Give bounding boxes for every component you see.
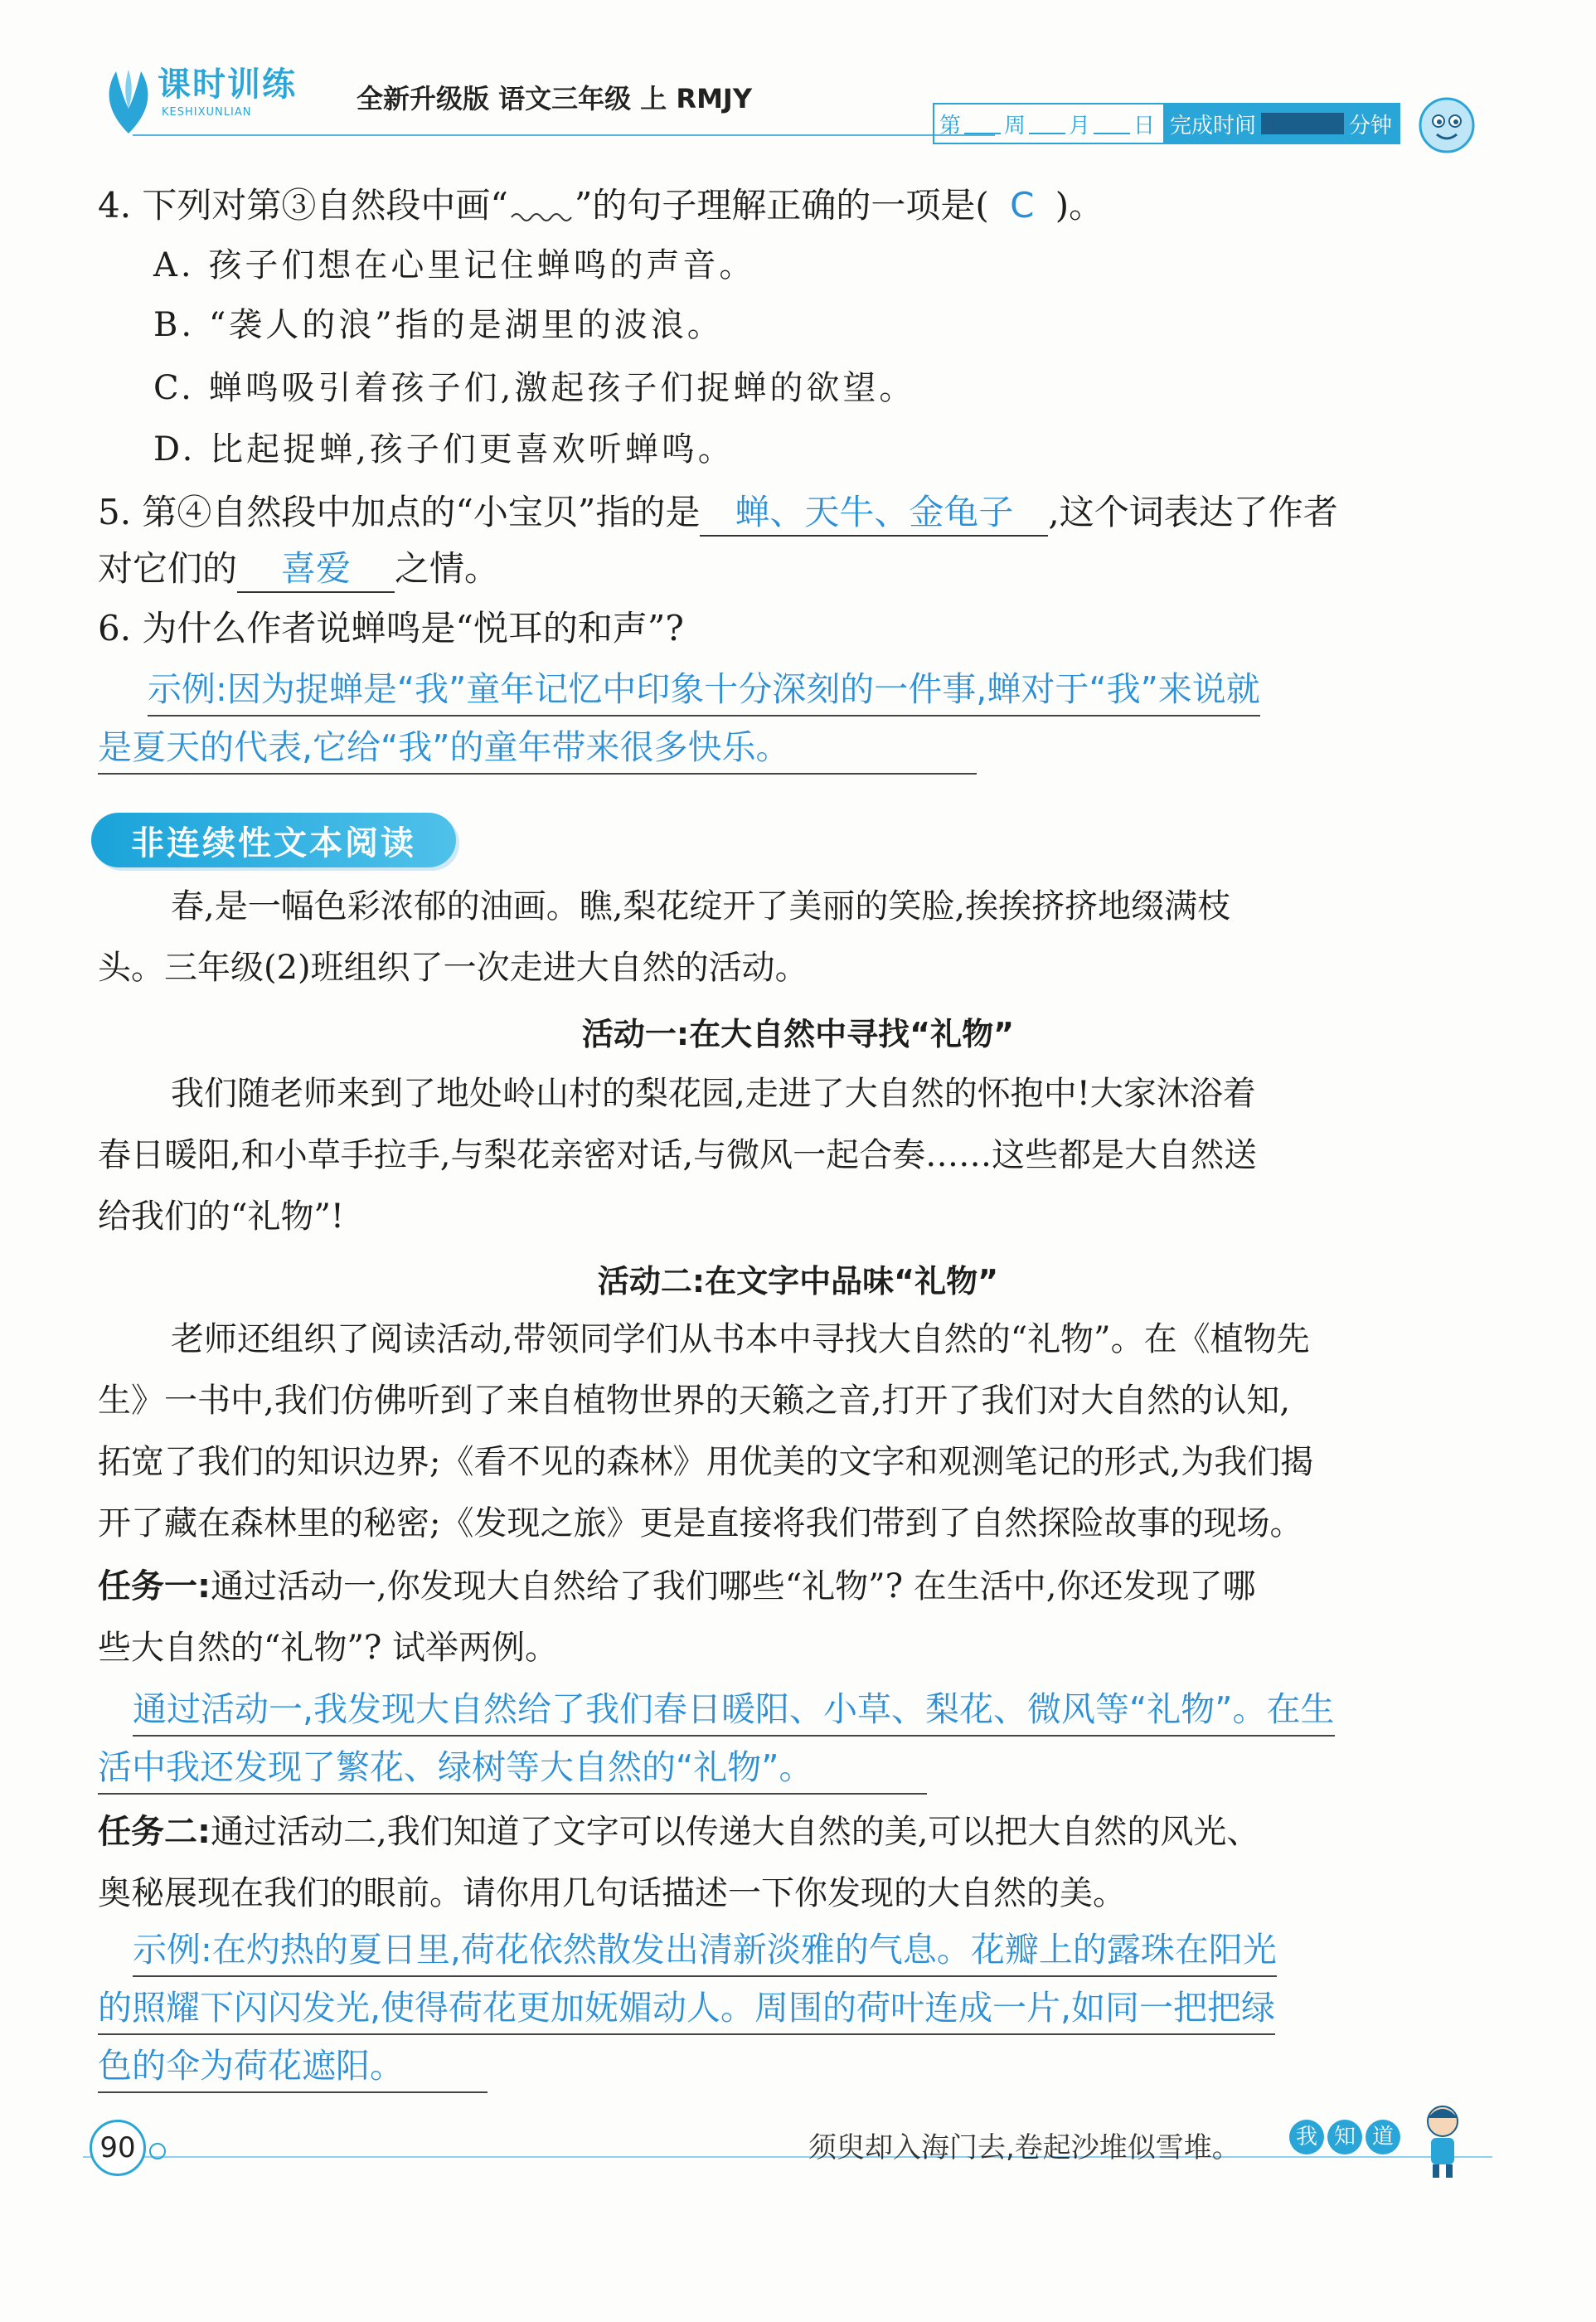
q4-stem-b: ”的句子理解正确的一项是( <box>574 185 989 226</box>
task-2-answer-line-1: 示例:在灼热的夏日里,荷花依然散发出清新淡雅的气息。花瓣上的露珠在阳光 <box>133 1924 1277 1977</box>
month-blank[interactable] <box>1029 113 1065 134</box>
q4-option-b: B. “袭人的浪”指的是湖里的波浪。 <box>153 306 724 344</box>
time-unit: 分钟 <box>1349 113 1393 138</box>
q4-option-a: A. 孩子们想在心里记住蝉鸣的声音。 <box>153 246 756 284</box>
q5-stem-d: 之情。 <box>395 548 500 589</box>
q5-stem-b: ,这个词表达了作者 <box>1048 492 1338 532</box>
badge-char-2: 知 <box>1327 2120 1362 2154</box>
question-5-continued <box>98 544 499 594</box>
time-blank[interactable] <box>1261 113 1344 134</box>
activity-1-line-1: 我们随老师来到了地处岭山村的梨花园,走进了大自然的怀抱中!大家沐浴着 <box>171 1075 1256 1113</box>
q5-answer-1: 蝉、天牛、金龟子 <box>700 490 1048 537</box>
activity-1-line-3: 给我们的“礼物”! <box>98 1197 344 1236</box>
q6-answer-line-1: 示例:因为捉蝉是“我”童年记忆中印象十分深刻的一件事,蝉对于“我”来说就 <box>148 663 1260 717</box>
logo-title: 课时训练 <box>158 66 297 104</box>
day-blank[interactable] <box>1094 113 1130 134</box>
page-header <box>83 50 1492 149</box>
q5-stem-a: 5. 第④自然段中加点的“小宝贝”指的是 <box>98 492 701 532</box>
activity-2-title: 活动二:在文字中品味“礼物” <box>597 1263 999 1299</box>
question-6: 6. 为什么作者说蝉鸣是“悦耳的和声”? <box>98 608 684 649</box>
activity-2-line-1: 老师还组织了阅读活动,带领同学们从书本中寻找大自然的“礼物”。在《植物先 <box>171 1320 1310 1358</box>
wavy-underline-mark <box>508 181 575 231</box>
page-dot <box>149 2143 166 2159</box>
kid-mascot-icon <box>1409 2098 1476 2181</box>
activity-2-line-4: 开了藏在森林里的秘密;《发现之旅》更是直接将我们带到了自然探险故事的现场。 <box>98 1504 1303 1542</box>
completion-time <box>1163 104 1399 143</box>
q4-option-c: C. 蝉鸣吸引着孩子们,激起孩子们捉蝉的欲望。 <box>153 369 916 407</box>
q4-answer: C <box>1010 185 1035 226</box>
activity-1-paragraph <box>98 1063 1491 1247</box>
footer-poem: 须臾却入海门去,卷起沙堆似雪堆。 <box>808 2131 1240 2164</box>
date-fields <box>934 104 1163 143</box>
intro-paragraph <box>98 876 1491 998</box>
edition-label: 全新升级版 语文三年级 上 RMJY <box>357 83 752 114</box>
task-1-line-1: 通过活动一,你发现大自然给了我们哪些“礼物”? 在生活中,你还发现了哪 <box>211 1567 1256 1605</box>
activity-2-paragraph <box>98 1309 1491 1554</box>
task-2-line-2: 奥秘展现在我们的眼前。请你用几句话描述一下你发现的大自然的美。 <box>98 1874 1126 1912</box>
task-1-label: 任务一: <box>98 1567 211 1605</box>
badge-char-3: 道 <box>1366 2120 1400 2154</box>
q4-option-d: D. 比起捉蝉,孩子们更喜欢听蝉鸣。 <box>153 430 735 469</box>
activity-2-line-3: 拓宽了我们的知识边界;《看不见的森林》用优美的文字和观测笔记的形式,为我们揭 <box>98 1443 1314 1481</box>
logo-subtitle: KESHIXUNLIAN <box>162 106 252 119</box>
q4-stem-c: )。 <box>1055 185 1104 226</box>
time-label: 完成时间 <box>1170 113 1257 138</box>
task-1-answer-line-2: 活中我还发现了繁花、绿树等大自然的“礼物”。 <box>98 1742 927 1795</box>
month-label: 月 <box>1069 113 1091 138</box>
week-prefix: 第 <box>939 113 962 138</box>
week-blank[interactable] <box>964 113 1001 134</box>
intro-line-2: 头。三年级(2)班组织了一次走进大自然的活动。 <box>98 949 808 987</box>
day-label: 日 <box>1133 113 1156 138</box>
task-2-answer-line-3: 色的伞为荷花遮阳。 <box>98 2040 488 2093</box>
activity-2-line-2: 生》一书中,我们仿佛听到了来自植物世界的天籁之音,打开了我们对大自然的认知, <box>98 1382 1291 1420</box>
task-2-label: 任务二: <box>98 1813 211 1851</box>
question-5 <box>98 488 1338 537</box>
section-tag: 非连续性文本阅读 <box>91 813 456 867</box>
activity-1-title: 活动一:在大自然中寻找“礼物” <box>581 1016 1015 1052</box>
task-1-line-2: 些大自然的“礼物”? 试举两例。 <box>98 1629 559 1667</box>
week-label: 周 <box>1004 113 1026 138</box>
footer-divider <box>83 2156 1492 2158</box>
badge-char-1: 我 <box>1289 2120 1324 2154</box>
question-4 <box>98 181 1104 231</box>
activity-1-line-2: 春日暖阳,和小草手拉手,与梨花亲密对话,与微风一起合奏……这些都是大自然送 <box>98 1136 1258 1174</box>
task-1-answer-line-1: 通过活动一,我发现大自然给了我们春日暖阳、小草、梨花、微风等“礼物”。在生 <box>133 1683 1335 1737</box>
task-2 <box>98 1801 1491 1924</box>
q4-stem-a: 4. 下列对第③自然段中画“ <box>98 185 508 226</box>
mascot-icon <box>1409 88 1484 163</box>
date-box <box>933 103 1400 144</box>
task-1 <box>98 1556 1491 1678</box>
q6-answer-line-2: 是夏天的代表,它给“我”的童年带来很多快乐。 <box>98 721 977 775</box>
page-number: 90 <box>90 2120 146 2176</box>
q5-stem-c: 对它们的 <box>98 548 238 589</box>
brand-logo <box>99 55 381 138</box>
footer-badge <box>1289 2120 1400 2154</box>
bird-logo-icon <box>99 63 158 138</box>
task-2-line-1: 通过活动二,我们知道了文字可以传递大自然的美,可以把大自然的风光、 <box>211 1813 1260 1851</box>
header-divider <box>133 134 995 136</box>
q5-answer-2: 喜爱 <box>237 546 395 593</box>
task-2-answer-line-2: 的照耀下闪闪发光,使得荷花更加妩媚动人。周围的荷叶连成一片,如同一把把绿 <box>98 1982 1275 2035</box>
intro-line-1: 春,是一幅色彩浓郁的油画。瞧,梨花绽开了美丽的笑脸,挨挨挤挤地缀满枝 <box>171 887 1231 925</box>
